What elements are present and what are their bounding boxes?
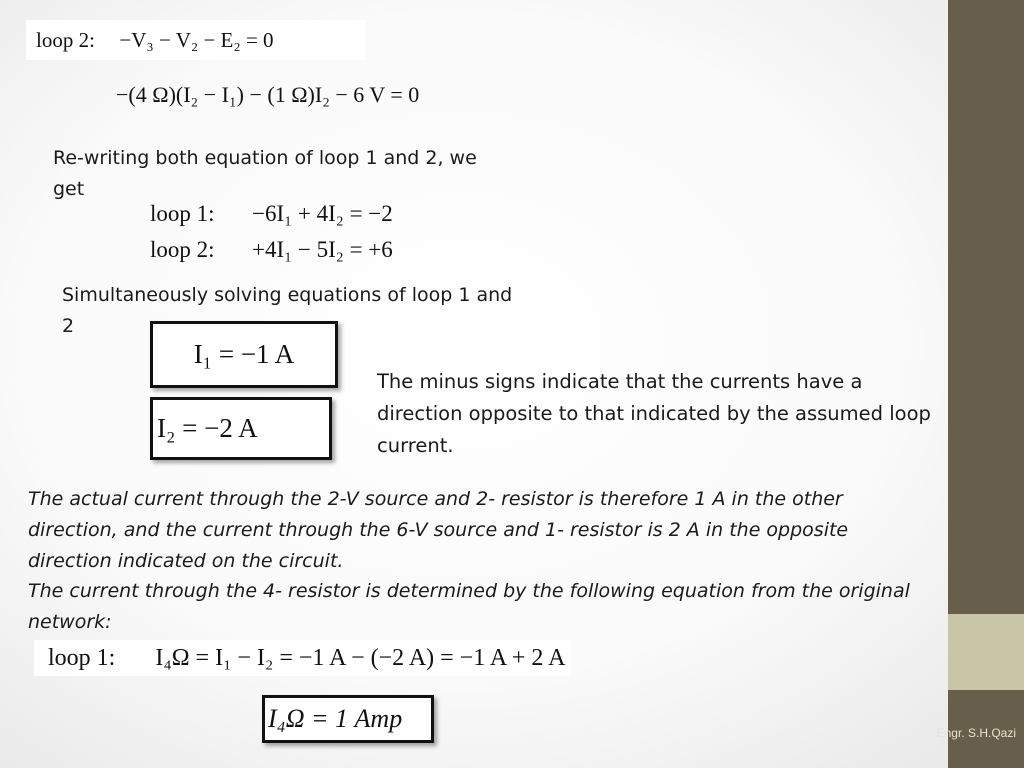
loop1-rewritten-label: loop 1: [150, 201, 215, 226]
i2-result-box: I₂ = −2 A [150, 397, 332, 460]
loop2-label: loop 2: [36, 28, 95, 52]
four-ohm-text: The current through the 4- resistor is determined by the following equation from the original network: [28, 580, 910, 632]
loop2-symbolic-eq: −V₃ − V₂ − E₂ = 0 [119, 28, 274, 52]
final-result-box: I₄Ω = 1 Amp [262, 695, 434, 743]
loop2-equation-symbolic [26, 20, 366, 60]
actual-current-text: The actual current through the 2-V source and 2- resistor is therefore 1 A in the other direction, and the current through the 6-V source and 1- resistor is 2 A in the opposite direction indicated on the circuit. [28, 488, 849, 572]
loop1-rewritten-eq: −6I₁ + 4I₂ = −2 [252, 201, 393, 226]
rewrite-text: Re-writing both equation of loop 1 and 2, we get [53, 147, 477, 200]
sidebar-top-band [948, 0, 1024, 614]
minus-sign-note: The minus signs indicate that the currents have a direction opposite to that indicated by the assumed loop current. [377, 370, 931, 457]
loop2-rewritten-label: loop 2: [150, 237, 215, 262]
loop1-final-eq: I₄Ω = I₁ − I₂ = −1 A − (−2 A) = −1 A + 2 A [155, 645, 566, 671]
sidebar-accent-band [948, 614, 1024, 690]
loop1-final-equation [34, 640, 571, 676]
loop2-rewritten-eq: +4I₁ − 5I₂ = +6 [252, 237, 393, 262]
loop2-rewritten [150, 233, 393, 267]
loop1-rewritten [150, 197, 393, 231]
loop2-equation-numeric: −(4 Ω)(I₂ − I₁) − (1 Ω)I₂ − 6 V = 0 [116, 82, 420, 107]
solve-text: Simultaneously solving equations of loop 1 and 2 [62, 284, 513, 337]
footer-author: Engr. S.H.Qazi [936, 726, 1016, 740]
loop1-final-label: loop 1: [48, 645, 116, 671]
i1-result-box: I₁ = −1 A [150, 321, 338, 388]
